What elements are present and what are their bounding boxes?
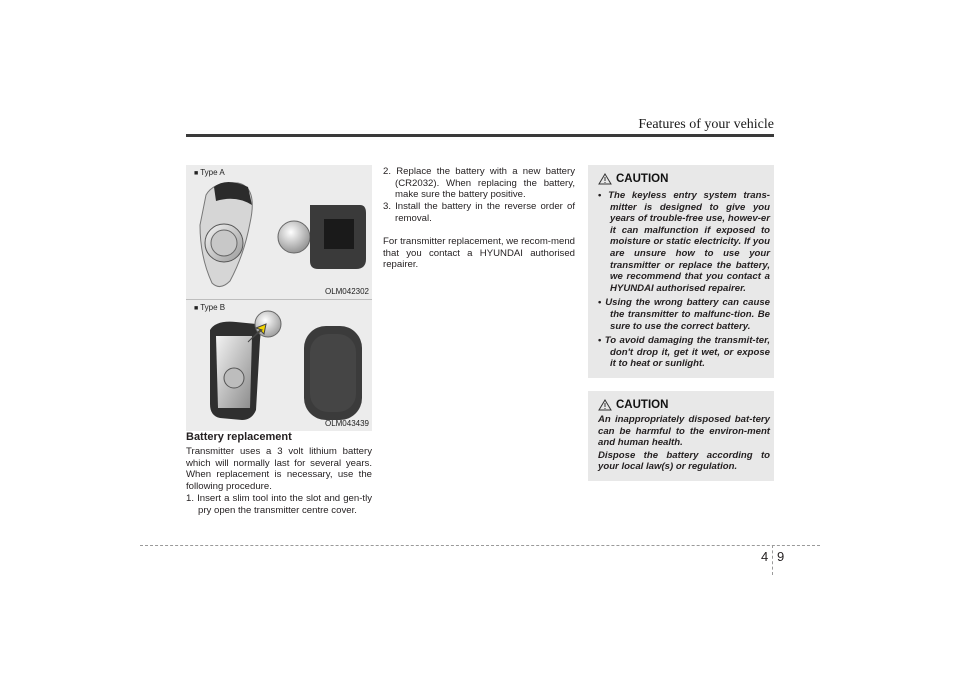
caution-paragraph: An inappropriately disposed bat-tery can be harmful to the environ-ment and human health.	[598, 414, 770, 449]
caution-box	[588, 391, 774, 481]
header-title: Features of your vehicle	[638, 117, 774, 132]
key-fob-type-a-illustration	[186, 165, 372, 299]
intro-paragraph: Transmitter uses a 3 volt lithium battery which will normally last for several years. When replacement is necessary, use the following procedure.	[186, 446, 372, 493]
caution-list	[598, 190, 770, 373]
figure-label: ■ Type B	[194, 303, 226, 312]
footer-divider	[772, 545, 773, 575]
caution-title: CAUTION	[616, 173, 669, 185]
warning-triangle-icon	[598, 399, 612, 411]
label-square-icon: ■	[194, 305, 199, 312]
caution-body	[598, 414, 770, 473]
figure-type-b	[186, 299, 372, 431]
figure-code: OLM043439	[324, 419, 369, 428]
caution-box	[588, 165, 774, 378]
page-number: 9	[777, 549, 785, 564]
steps-list-middle	[383, 166, 575, 225]
step-item: 1. Insert a slim tool into the slot and gen-tly pry open the transmitter centre cover.	[186, 493, 372, 516]
caution-header	[598, 397, 668, 413]
replacement-note: For transmitter replacement, we recom-mend that you contact a HYUNDAI authorised repairer.	[383, 236, 575, 271]
steps-list-left	[186, 493, 372, 516]
warning-triangle-icon	[598, 173, 612, 185]
caution-title: CAUTION	[616, 399, 669, 411]
caution-header	[598, 171, 668, 187]
figure-label: ■ Type A	[194, 168, 225, 177]
step-item: 2. Replace the battery with a new battery (CR2032). When replacing the battery, make sure the battery positive.	[383, 166, 575, 201]
header-rule	[186, 134, 774, 137]
figure-code: OLM042302	[324, 287, 369, 296]
caution-paragraph: Dispose the battery according to your local law(s) or regulation.	[598, 449, 770, 473]
caution-item: • The keyless entry system trans-mitter is designed to give you years of trouble-free use, howev-er it can malfunction if exposed to moisture or static electricity. If you are unsure how to use your transmitter or replace the battery, we recommend that you contact a HYUNDAI authorised repairer.	[598, 190, 770, 294]
label-square-icon: ■	[194, 170, 199, 177]
chapter-number: 4	[761, 549, 769, 564]
footer-rule	[140, 545, 820, 546]
step-item: 3. Install the battery in the reverse order of removal.	[383, 201, 575, 224]
caution-item: • Using the wrong battery can cause the transmitter to malfunc-tion. Be sure to use the correct battery.	[598, 297, 770, 332]
caution-item: • To avoid damaging the transmit-ter, don't drop it, get it wet, or expose it to heat or sunlight.	[598, 335, 770, 370]
section-heading: Battery replacement	[186, 431, 292, 443]
key-fob-type-b-illustration	[186, 300, 372, 431]
figure-type-a	[186, 165, 372, 299]
